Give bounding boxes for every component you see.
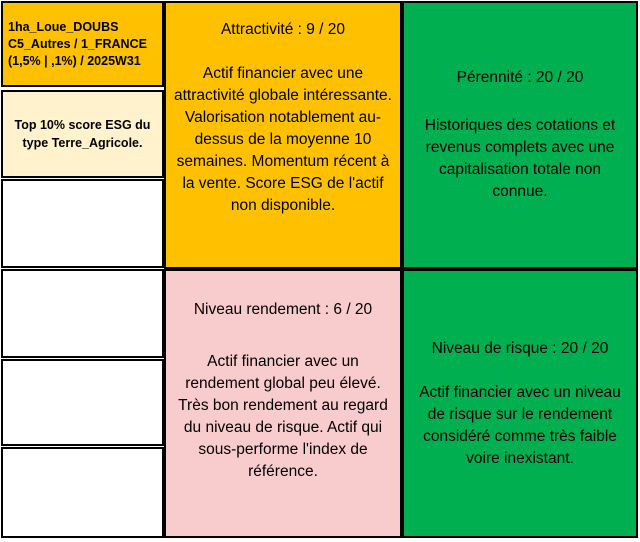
attractivite-cell: [164, 1, 402, 269]
perennite-cell: [402, 1, 638, 269]
empty-cell-3: [1, 359, 164, 446]
attractivite-title: Attractivité : 9 / 20: [220, 21, 346, 38]
esg-note-text: Top 10% score ESG du type Terre_Agricole.: [14, 118, 151, 150]
perennite-title: Pérennité : 20 / 20: [456, 69, 584, 86]
asset-name: 1ha_Loue_DOUBS: [8, 19, 119, 34]
asset-category: C5_Autres / 1_FRANCE: [8, 36, 147, 51]
attractivite-text: Actif financier avec une attractivité globale intéressante. Valorisation notablement au-dessus de la moyenne 10 semaines. Momentum récent à la vente. Score ESG de l'actif non disponible.: [174, 65, 392, 214]
risque-text: Actif financier avec un niveau de risque sur le rendement considéré comme très faible voire inexistant.: [419, 383, 621, 467]
perennite-text: Historiques des cotations et revenus complets avec une capitalisation totale non connue.: [424, 117, 616, 200]
rendement-cell: [164, 269, 402, 538]
empty-cell-2: [1, 269, 164, 358]
esg-note-cell: [1, 90, 164, 178]
rendement-text: Actif financier avec un rendement global peu élevé. Très bon rendement au regard du niveau de risque. Actif qui sous-performe l'index de référence.: [178, 353, 388, 480]
empty-cell-4: [1, 447, 164, 538]
risque-cell: [402, 269, 638, 538]
rendement-title: Niveau rendement : 6 / 20: [193, 301, 373, 318]
risque-title: Niveau de risque : 20 / 20: [431, 339, 609, 357]
asset-identifier-cell: [1, 1, 164, 87]
empty-cell-1: [1, 179, 164, 268]
asset-period: (1,5% | ,1%) / 2025W31: [8, 53, 141, 68]
